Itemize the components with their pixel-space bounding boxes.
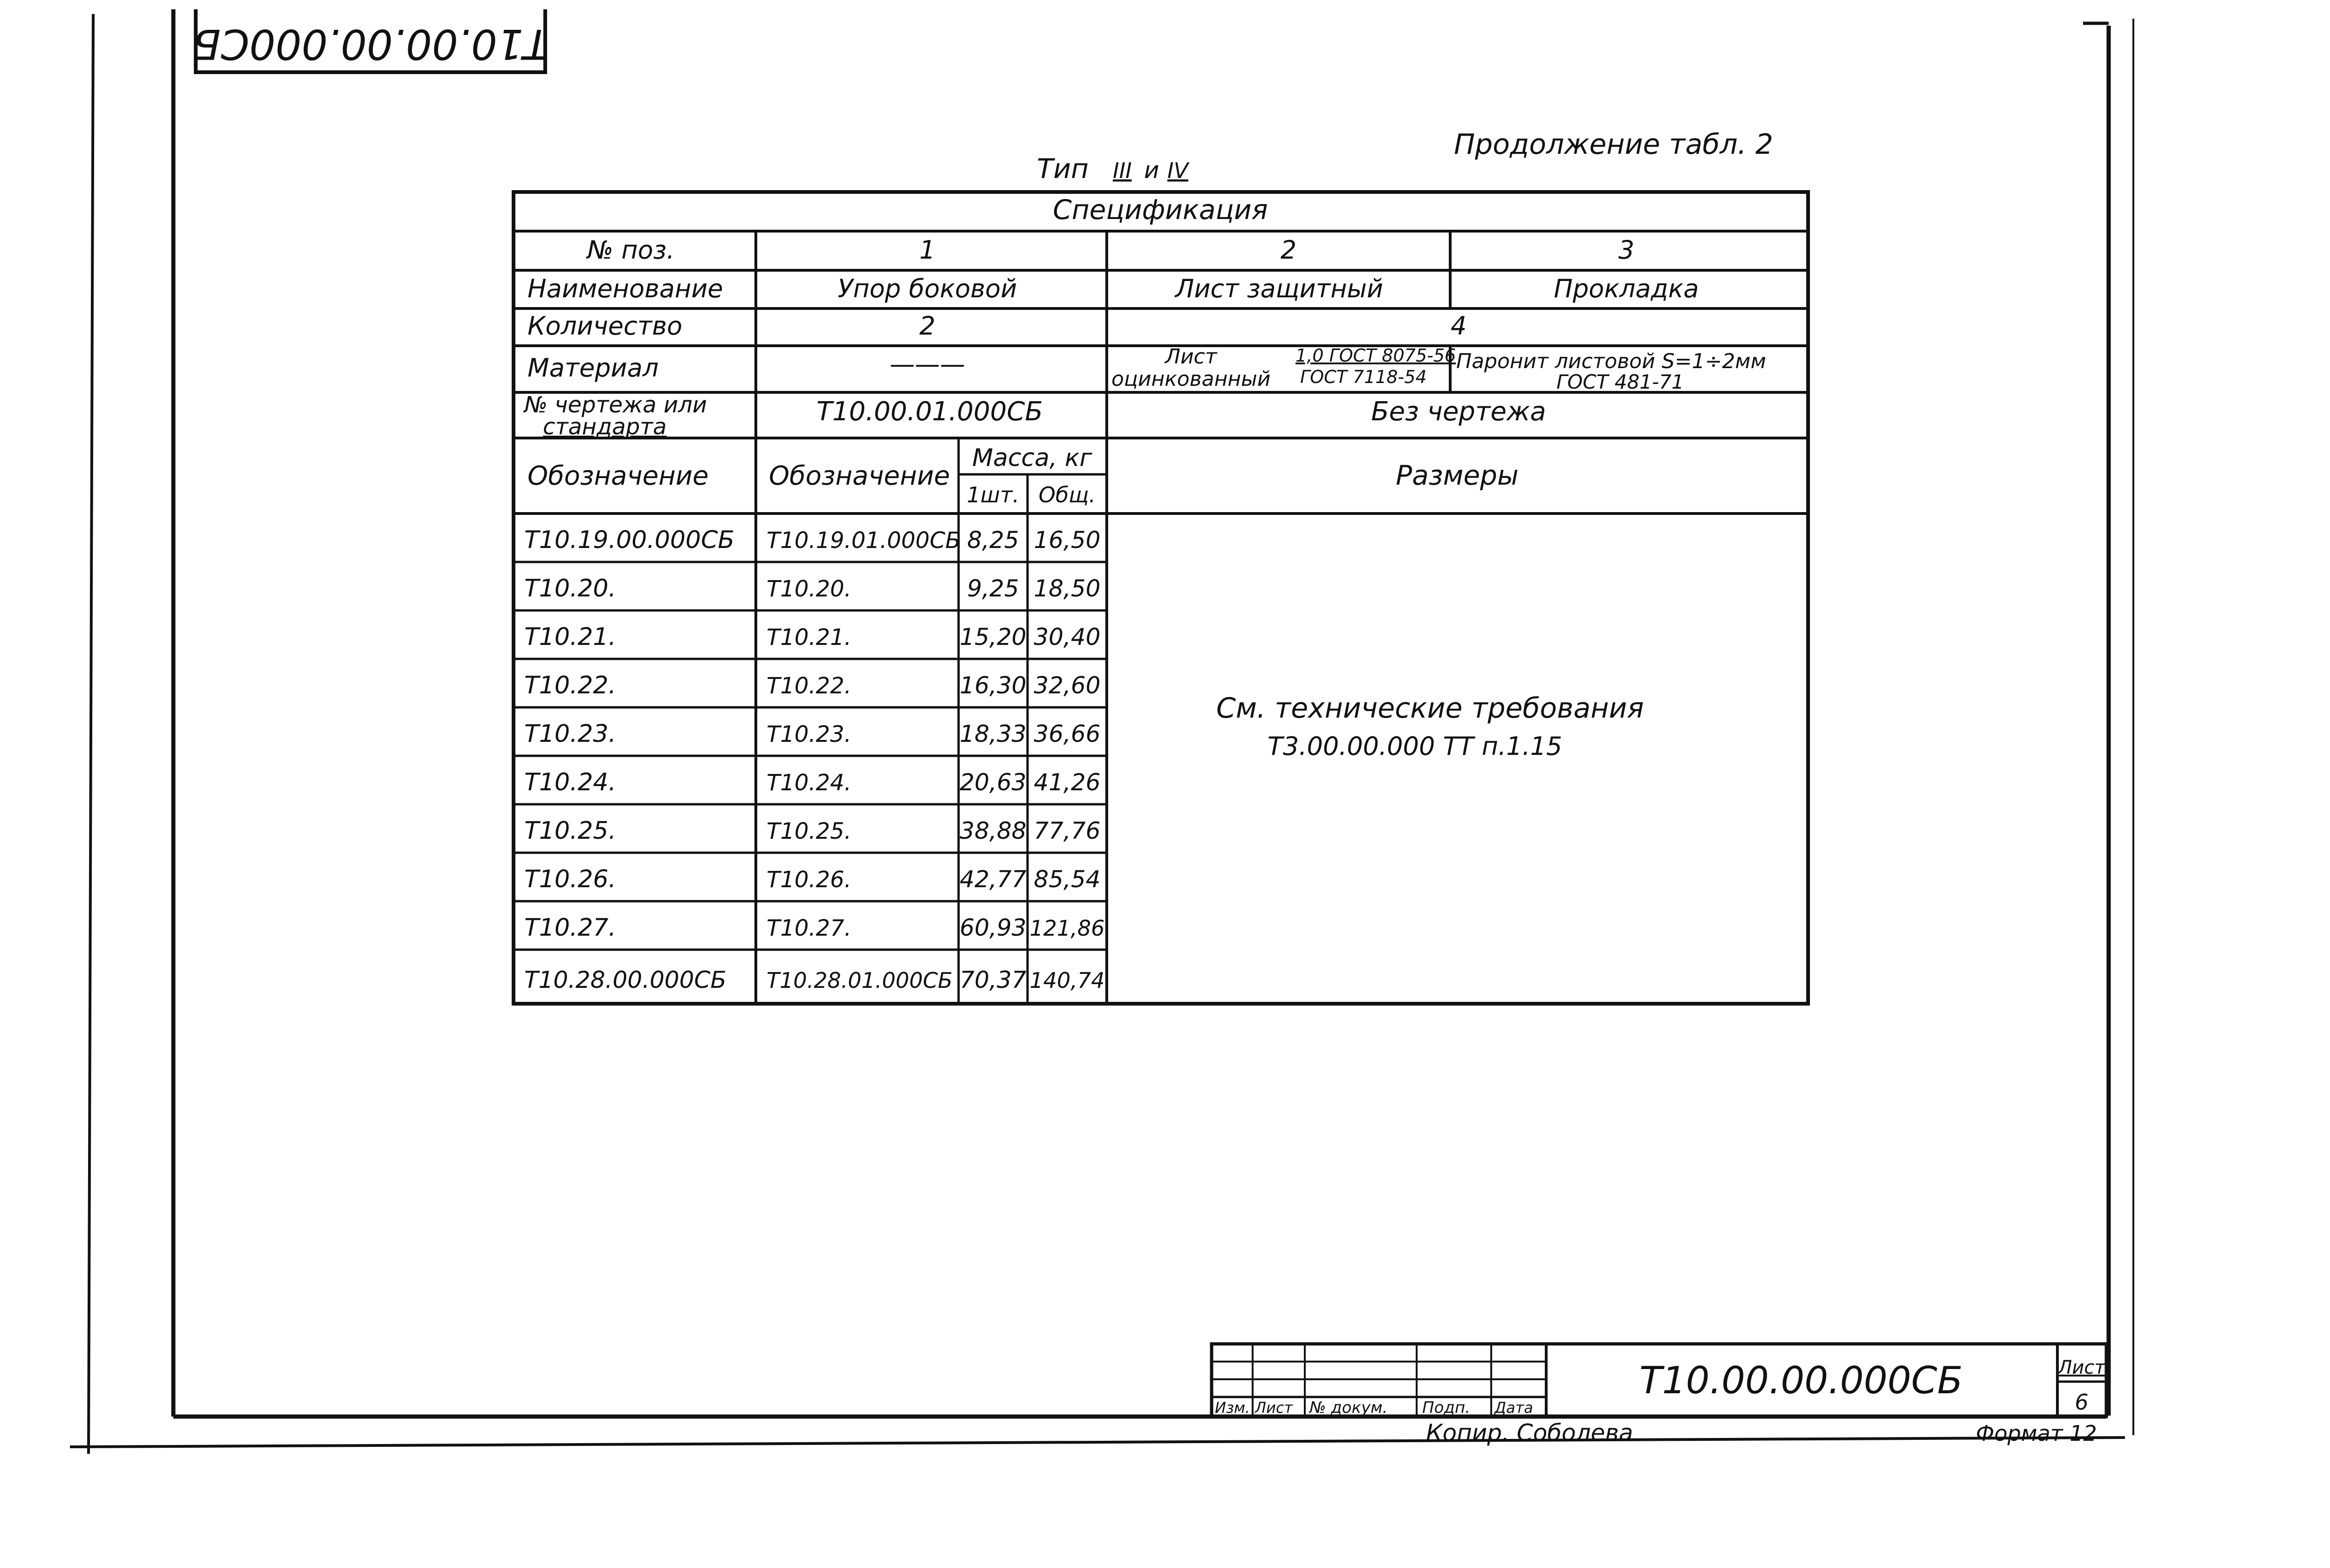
name-1: Упор боковой (837, 274, 1017, 303)
qty-2-3: 4 (1450, 311, 1467, 341)
mass-total: 77,76 (1034, 817, 1101, 844)
designation-b: Т10.28.01.000СБ (767, 968, 953, 993)
material-sheet-2: оцинкованный (1111, 367, 1271, 391)
table-row (524, 526, 1101, 554)
table-row (524, 575, 1101, 603)
designation-b: Т10.20. (767, 576, 851, 602)
mass-one: 16,30 (959, 672, 1027, 699)
table-row (524, 865, 1101, 893)
inverted-code-stamp (192, 9, 548, 72)
pos-3: 3 (1618, 235, 1635, 265)
mass-total: 85,54 (1034, 866, 1101, 893)
material-gost-top: 1,0 ГОСТ 8075-56 (1295, 345, 1456, 366)
label-qty: Количество (528, 311, 683, 341)
mass-header: Масса, кг (972, 444, 1092, 472)
tb-label-sign: Подп. (1422, 1398, 1470, 1417)
mass-one-header: 1шт. (966, 482, 1020, 507)
label-material: Материал (528, 353, 659, 383)
type-conj: и (1144, 157, 1159, 184)
sizes-note-line-1: См. технические требования (1216, 692, 1644, 725)
copied-by: Копир. Соболева (1426, 1419, 1633, 1446)
mass-total: 140,74 (1029, 968, 1105, 993)
tb-label-date: Дата (1494, 1399, 1533, 1417)
designation-a: Т10.24. (524, 768, 617, 796)
table-row (524, 966, 1104, 993)
table-row (524, 914, 1104, 942)
material-gost-bottom: ГОСТ 7118-54 (1300, 367, 1427, 387)
designation-a: Т10.20. (524, 575, 617, 603)
designation-a: Т10.19.00.000СБ (524, 526, 735, 554)
sheet-frame (70, 9, 2133, 1454)
mass-one: 60,93 (959, 914, 1027, 941)
mass-one: 42,77 (959, 866, 1027, 893)
name-3: Прокладка (1554, 274, 1699, 303)
tb-sheet-number: 6 (2075, 1390, 2089, 1415)
type-heading (1037, 153, 1190, 185)
drawing-1: Т10.00.01.000СБ (816, 397, 1043, 427)
designation-b: Т10.25. (767, 818, 851, 844)
pos-2: 2 (1280, 235, 1297, 265)
designation-b-header: Обозначение (769, 461, 950, 491)
stamp-code: T10.00.00.000СБ (192, 20, 548, 68)
sheet-bottom-edge (70, 1438, 2125, 1447)
designation-b: Т10.23. (767, 721, 851, 747)
table-row (524, 817, 1101, 845)
drawing-2-3: Без чертежа (1371, 397, 1546, 427)
mass-total: 41,26 (1034, 769, 1101, 796)
mass-total: 30,40 (1034, 623, 1101, 650)
table-outer-border (514, 192, 1808, 1004)
table-row (524, 768, 1101, 796)
sizes-header: Размеры (1396, 459, 1519, 491)
name-2: Лист защитный (1175, 274, 1384, 303)
material-paronite-1: Паронит листовой S=1÷2мм (1456, 349, 1766, 373)
tb-label-izm: Изм. (1215, 1399, 1250, 1417)
material-paronite-2: ГОСТ 481-71 (1556, 370, 1684, 393)
designation-a: Т10.23. (524, 720, 617, 748)
pos-1: 1 (919, 235, 936, 265)
mass-total: 16,50 (1034, 527, 1101, 554)
designation-b: Т10.27. (767, 915, 851, 941)
mass-total: 121,86 (1029, 916, 1105, 941)
table-row (524, 720, 1101, 748)
left-binding-edge (89, 14, 93, 1454)
designation-b: Т10.24. (767, 770, 851, 796)
spec-table-grid (514, 192, 1808, 1004)
mass-one: 38,88 (959, 817, 1027, 844)
mass-total: 36,66 (1034, 720, 1101, 747)
designation-a: Т10.21. (524, 623, 617, 651)
mass-one: 20,63 (959, 769, 1027, 796)
continuation-label: Продолжение табл. 2 (1454, 128, 1774, 161)
mass-one: 9,25 (967, 575, 1019, 602)
mass-one: 15,20 (959, 623, 1027, 650)
sizes-note-line-2: Т3.00.00.000 ТТ п.1.15 (1268, 732, 1562, 761)
designation-b: Т10.21. (767, 624, 851, 650)
type-roman-b: IV (1167, 158, 1189, 183)
mass-one: 70,37 (959, 966, 1027, 993)
designation-a: Т10.25. (524, 817, 617, 845)
spec-title: Спецификация (1053, 194, 1268, 226)
designation-b: Т10.26. (767, 867, 851, 893)
designation-a: Т10.28.00.000СБ (524, 966, 726, 993)
type-roman-a: III (1113, 158, 1132, 183)
mass-total-header: Общ. (1038, 482, 1096, 507)
material-1-dash: ——— (890, 349, 965, 379)
qty-1: 2 (919, 311, 936, 341)
tb-document-code: Т10.00.00.000СБ (1639, 1359, 1963, 1402)
material-sheet-1: Лист (1165, 345, 1217, 369)
mass-total: 18,50 (1034, 575, 1101, 602)
label-drawing-1: № чертежа или (524, 392, 707, 418)
tb-label-list: Лист (1255, 1399, 1293, 1417)
designation-a: Т10.22. (524, 671, 617, 699)
label-drawing-2: стандарта (543, 414, 667, 440)
tb-label-doc: № докум. (1309, 1398, 1388, 1417)
designation-b: Т10.19.01.000СБ (767, 527, 961, 554)
table-row (524, 623, 1101, 651)
tb-sheet-label: Лист (2058, 1357, 2105, 1378)
table-row (524, 671, 1101, 699)
mass-one: 18,33 (959, 720, 1027, 747)
designation-a: Т10.27. (524, 914, 617, 942)
label-name: Наименование (528, 274, 723, 303)
designation-a: Т10.26. (524, 865, 617, 893)
mass-one: 8,25 (967, 527, 1019, 554)
format-label: Формат 12 (1976, 1421, 2097, 1446)
type-prefix: Тип (1037, 153, 1089, 185)
mass-total: 32,60 (1034, 672, 1101, 699)
label-pos: № поз. (587, 235, 675, 265)
designation-a-header: Обозначение (528, 461, 709, 491)
title-block-text (1215, 1357, 2106, 1417)
designation-b: Т10.22. (767, 673, 851, 699)
spec-table-text (523, 194, 1766, 993)
